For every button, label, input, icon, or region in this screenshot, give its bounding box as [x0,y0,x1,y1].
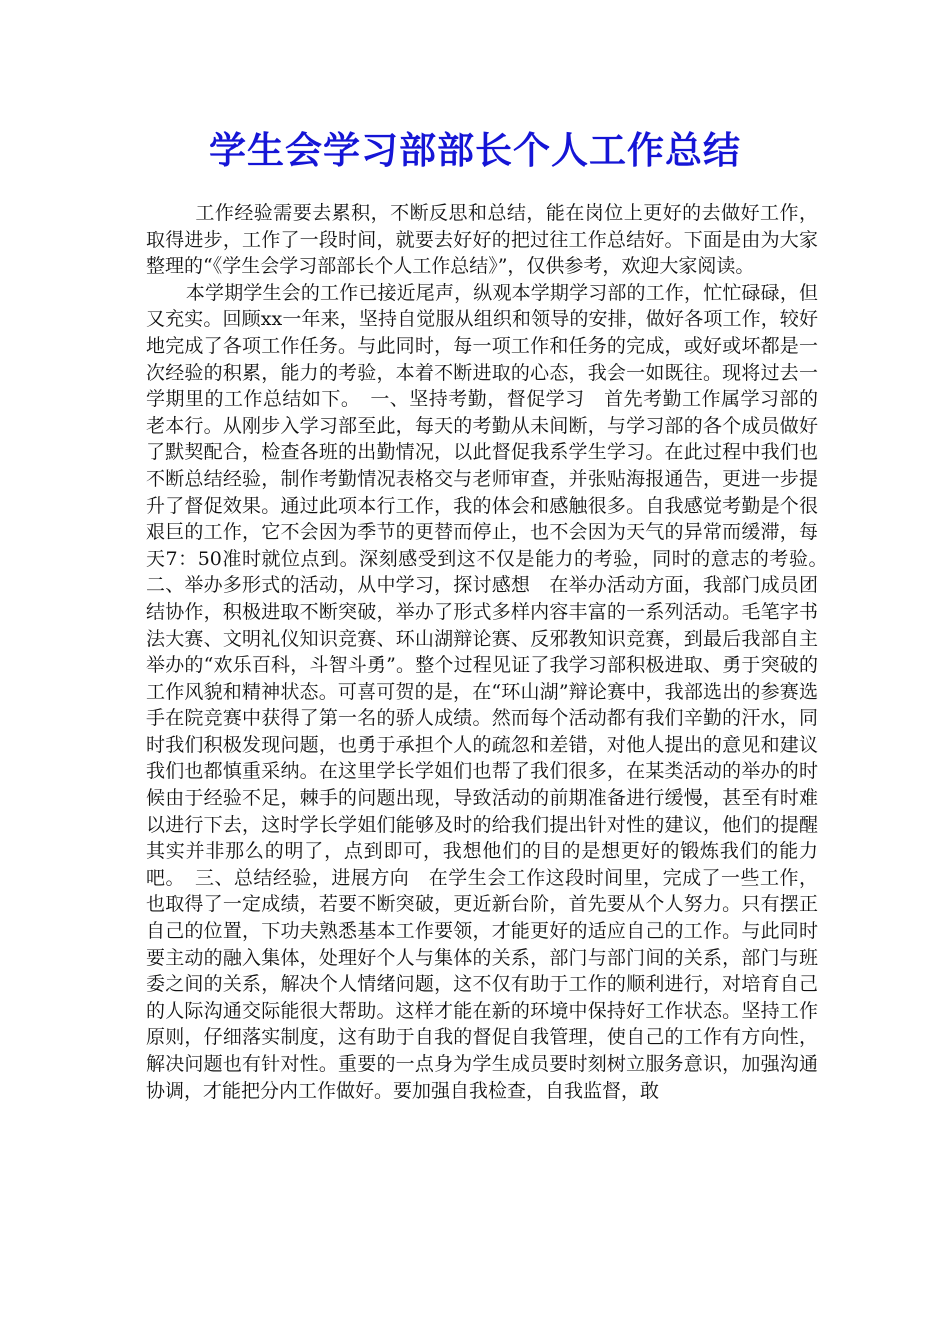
paragraph-intro: 工作经验需要去累积，不断反思和总结，能在岗位上更好的去做好工作，取得进步，工作了一段时间，就要去好好的把过往工作总结好。下面是由为大家整理的“《学生会学习部部长个人工作总结》”，仅供参考，欢迎大家阅读。 [146,202,818,278]
paragraph-main: 本学期学生会的工作已接近尾声，纵观本学期学习部的工作，忙忙碌碌，但又充实。回顾xx一年来，坚持自觉服从组织和领导的安排，做好各项工作，较好地完成了各项工作任务。与此同时，每一项工作和任务的完成，或好或坏都是一次经验的积累，能力的考验，本着不断进取的心态，我会一如既往。现将过去一学期里的工作总结如下。 一、坚持考勤，督促学习 首先考勤工作属学习部的老本行。从刚步入学习部至此，每天的考勤从未间断，与学习部的各个成员做好了默契配合，检查各班的出勤情况，以此督促我系学生学习。在此过程中我们也不断总结经验，制作考勤情况表格交与老师审查，并张贴海报通告，更进一步提升了督促效果。通过此项本行工作，我的体会和感触很多。自我感觉考勤是个很艰巨的工作，它不会因为季节的更替而停止，也不会因为天气的异常而缓滞，每天7：50准时就位点到。深刻感受到这不仅是能力的考验，同时的意志的考验。 二、举办多形式的活动，从中学习，探讨感想 在举办活动方面，我部门成员团结协作，积极进取不断突破，举办了形式多样内容丰富的一系列活动。毛笔字书法大赛、文明礼仪知识竞赛、环山湖辩论赛、反邪教知识竞赛，到最后我部自主举办的“欢乐百科，斗智斗勇”。整个过程见证了我学习部积极进取、勇于突破的工作风貌和精神状态。可喜可贺的是，在“环山湖”辩论赛中，我部选出的参赛选手在院竞赛中获得了第一名的骄人成绩。然而每个活动都有我们辛勤的汗水，同时我们积极发现问题，也勇于承担个人的疏忽和差错，对他人提出的意见和建议我们也都慎重采纳。在这里学长学姐们也帮了我们很多，在某类活动的举办的时候由于经验不足，棘手的问题出现，导致活动的前期准备进行缓慢，甚至有时难以进行下去，这时学长学姐们能够及时的给我们提出针对性的建议，他们的提醒其实并非那么的明了，点到即可，我想他们的目的是想更好的锻炼我们的能力吧。 三、总结经验，进展方向 在学生会工作这段时间里，完成了一些工作，也取得了一定成绩，若要不断突破，更近新台阶，首先要从个人努力。只有摆正自己的位置，下功夫熟悉基本工作要领，才能更好的适应自己的工作。与此同时要主动的融入集体，处理好个人与集体的关系，部门与部门间的关系，部门与班委之间的关系，解决个人情绪问题，这不仅有助于工作的顺利进行，对培育自己的人际沟通交际能很大帮助。这样才能在新的环境中保持好工作状态。坚持工作原则，仔细落实制度，这有助于自我的督促自我管理，使自己的工作有方向性，解决问题也有针对性。重要的一点身为学生成员要时刻树立服务意识，加强沟通协调，才能把分内工作做好。要加强自我检查，自我监督，敢 [146,281,838,1102]
document-body [146,200,838,1104]
document-title: 学生会学习部部长个人工作总结 [209,128,741,172]
